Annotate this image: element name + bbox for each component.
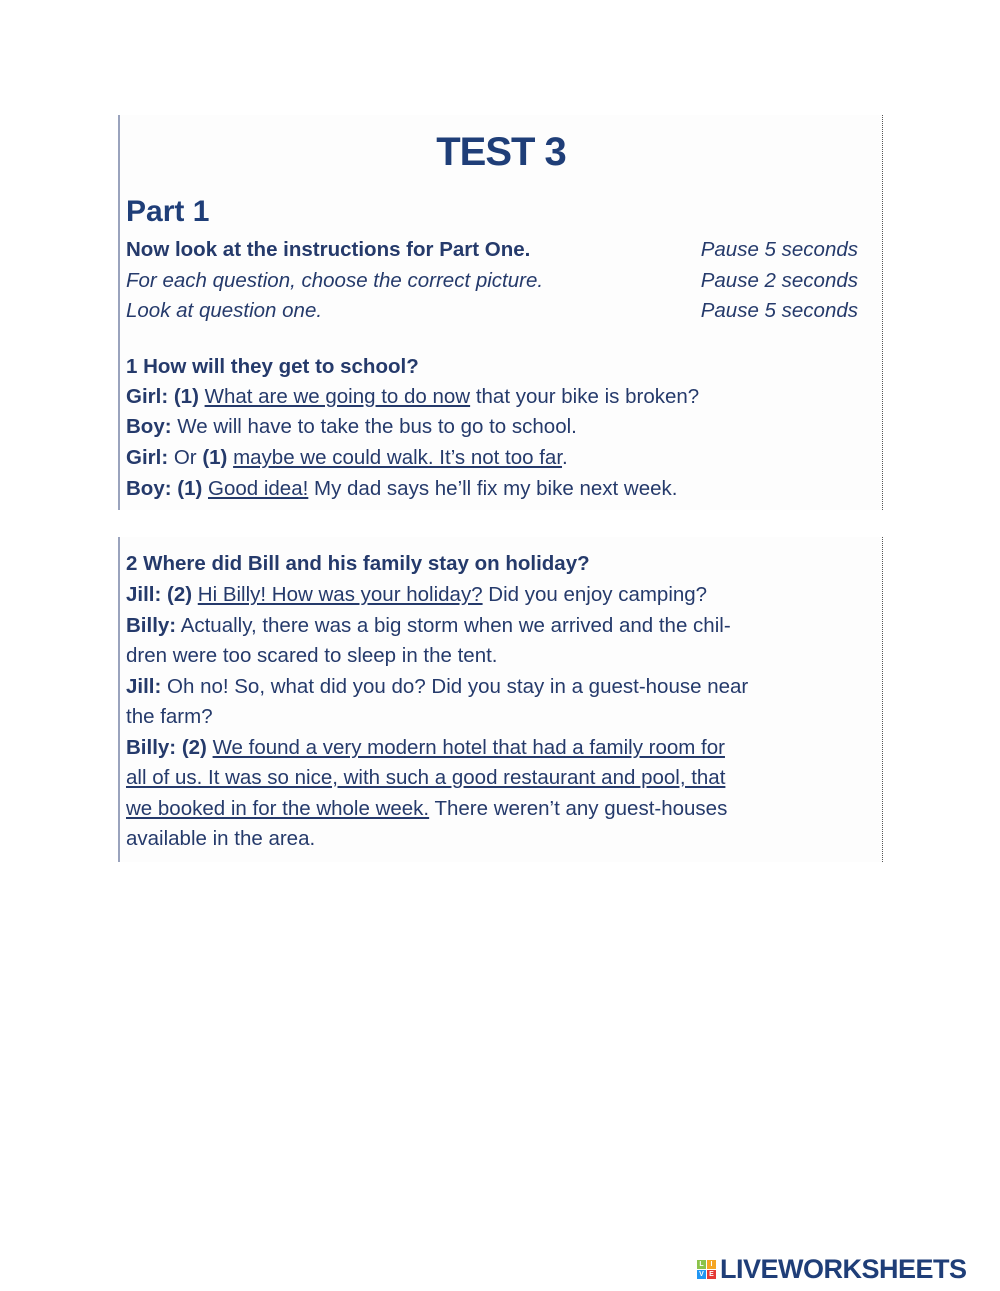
live-grid-icon	[697, 1260, 716, 1279]
answer-underline: maybe we could walk. It’s not too far	[233, 446, 563, 469]
speaker: Girl: (1)	[126, 385, 205, 408]
liveworksheets-logo	[697, 1254, 967, 1285]
dialogue-line	[126, 382, 699, 412]
pause-2: Pause 2 seconds	[700, 269, 858, 292]
speaker: Boy: (1)	[126, 477, 208, 500]
dialogue-line	[126, 794, 727, 824]
pause-1: Pause 5 seconds	[700, 238, 858, 261]
dialogue-line: the farm?	[126, 705, 213, 728]
line-text: Oh no! So, what did you do? Did you stay in a guest-house near	[161, 675, 749, 698]
logo-letter: I	[707, 1260, 716, 1269]
line-text: My dad says he’ll fix my bike next week.	[308, 477, 678, 500]
logo-text: LIVEWORKSHEETS	[720, 1254, 967, 1284]
dialogue-line	[126, 474, 677, 504]
part-heading: Part 1	[126, 195, 210, 228]
logo-letter: V	[697, 1270, 706, 1279]
dialogue-line	[126, 611, 731, 641]
answer-underline: we booked in for the whole week.	[126, 797, 430, 820]
instruction-1: Now look at the instructions for Part One.	[126, 238, 531, 261]
instruction-3: Look at question one.	[126, 299, 323, 322]
line-text: There weren’t any guest-houses	[429, 797, 728, 820]
line-text: Or	[168, 446, 203, 469]
logo-letter: L	[697, 1260, 706, 1269]
pause-3: Pause 5 seconds	[700, 299, 858, 322]
line-text: that your bike is broken?	[470, 385, 700, 408]
dialogue-line: available in the area.	[126, 827, 316, 850]
question-1-heading: 1 How will they get to school?	[126, 355, 419, 378]
part1-card	[118, 115, 883, 510]
dialogue-line	[126, 672, 748, 702]
line-text: .	[562, 446, 568, 469]
dialogue-line	[126, 412, 577, 442]
speaker: Girl:	[126, 446, 169, 469]
answer-underline: We found a very modern hotel that had a family room for	[212, 736, 725, 759]
dialogue-line	[126, 443, 568, 473]
test-title: TEST 3	[436, 130, 566, 174]
question-2-card	[118, 537, 883, 862]
speaker: Jill: (2)	[126, 583, 198, 606]
line-text: Did you enjoy camping?	[482, 583, 708, 606]
speaker: Jill:	[126, 675, 162, 698]
logo-letter: E	[707, 1270, 716, 1279]
instruction-2: For each question, choose the correct picture.	[126, 269, 544, 292]
marker: (1)	[202, 446, 234, 469]
dialogue-line	[126, 763, 725, 793]
answer-underline: all of us. It was so nice, with such a good restaurant and pool, that	[126, 766, 726, 789]
line-text: Actually, there was a big storm when we arrived and the chil-	[176, 614, 731, 637]
answer-underline: Good idea!	[208, 477, 309, 500]
answer-underline: What are we going to do now	[204, 385, 471, 408]
line-text: We will have to take the bus to go to school.	[171, 415, 577, 438]
speaker: Boy:	[126, 415, 172, 438]
dialogue-line: dren were too scared to sleep in the tent.	[126, 644, 498, 667]
question-2-heading: 2 Where did Bill and his family stay on holiday?	[126, 552, 590, 575]
dialogue-line	[126, 580, 707, 610]
dialogue-line	[126, 733, 725, 763]
answer-underline: Hi Billy! How was your holiday?	[197, 583, 483, 606]
speaker: Billy: (2)	[126, 736, 213, 759]
speaker: Billy:	[126, 614, 177, 637]
